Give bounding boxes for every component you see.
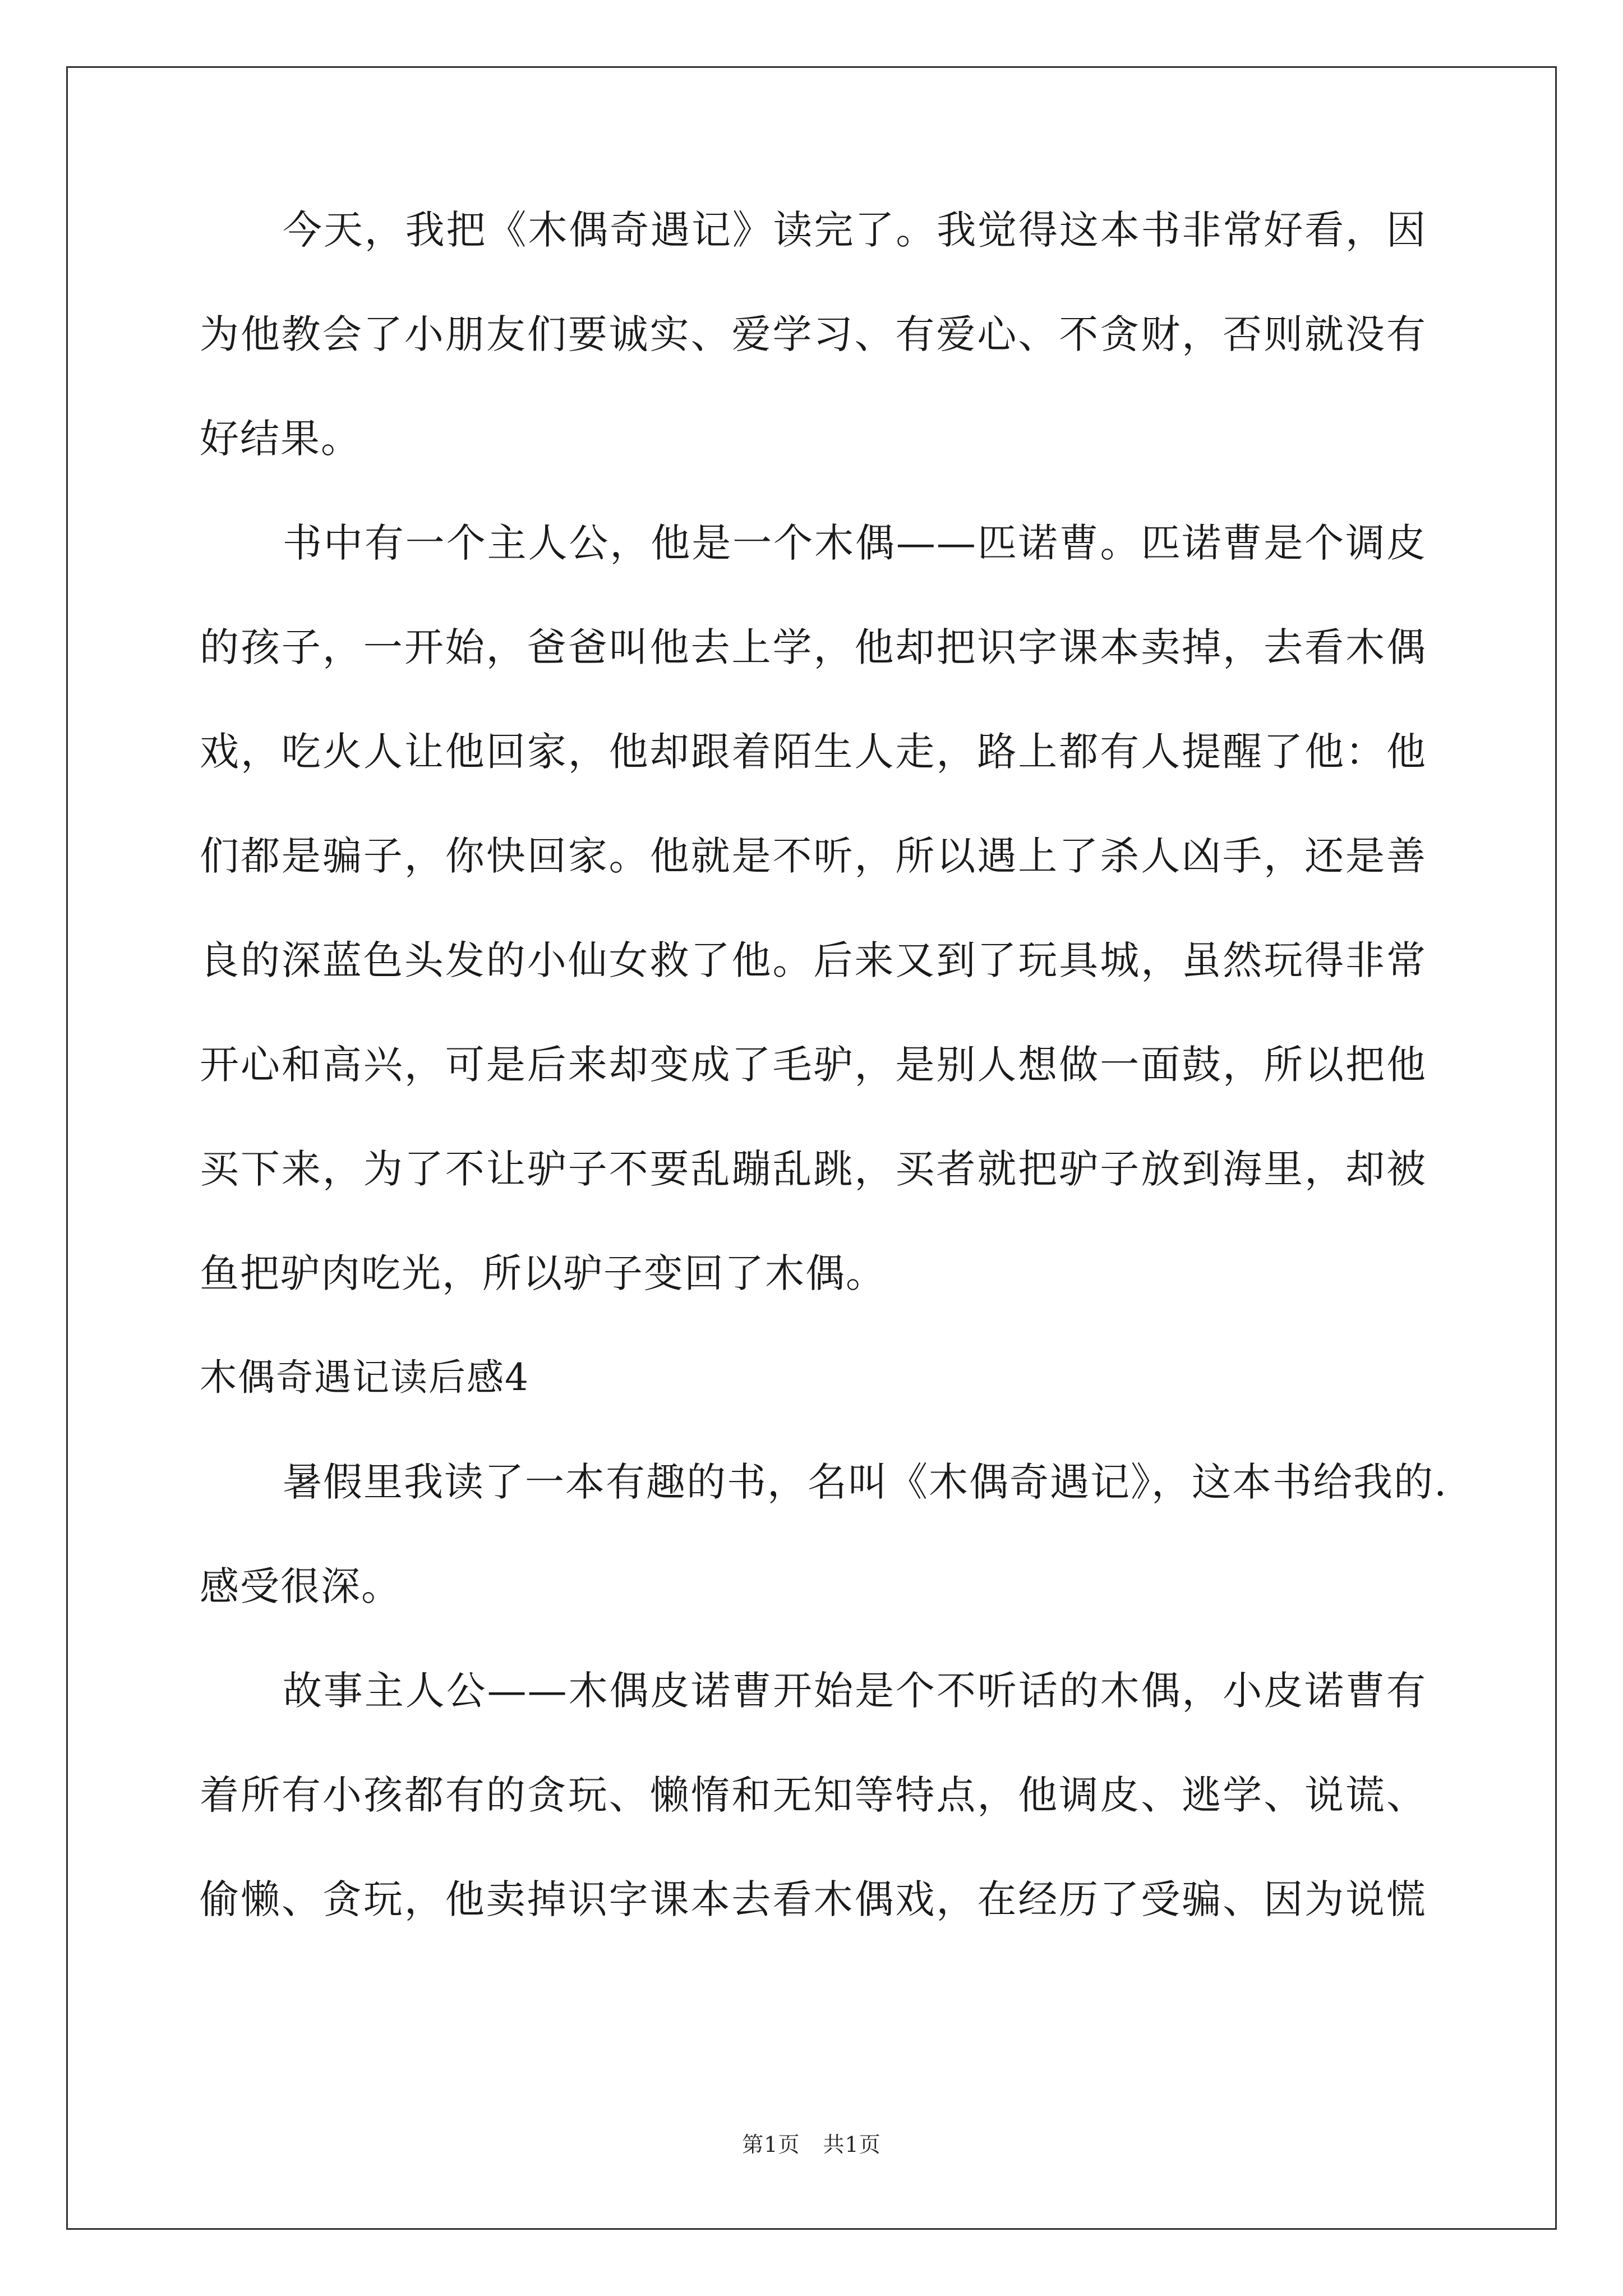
paragraph-2-line-7: 买下来，为了不让驴子不要乱蹦乱跳，买者就把驴子放到海里，却被 — [200, 1146, 1427, 1192]
paragraph-2-line-1: 书中有一个主人公，他是一个木偶——匹诺曹。匹诺曹是个调皮 — [283, 520, 1427, 566]
paragraph-2-line-5: 良的深蓝色头发的小仙女救了他。后来又到了玩具城，虽然玩得非常 — [200, 937, 1427, 983]
paragraph-1-line-3: 好结果。 — [200, 416, 361, 462]
document-body — [200, 207, 1448, 1922]
paragraph-2-line-3: 戏，吃火人让他回家，他却跟着陌生人走，路上都有人提醒了他：他 — [200, 729, 1427, 775]
paragraph-2-line-4: 们都是骗子，你快回家。他就是不听，所以遇上了杀人凶手，还是善 — [200, 833, 1427, 879]
paragraph-3-line-1: 暑假里我读了一本有趣的书，名叫《木偶奇遇记》，这本书给我的. — [283, 1459, 1448, 1505]
page-number: 第1页 — [742, 2132, 800, 2157]
paragraph-4-line-3: 偷懒、贪玩，他卖掉识字课本去看木偶戏，在经历了受骗、因为说慌 — [200, 1876, 1427, 1922]
page-total: 共1页 — [823, 2132, 881, 2157]
paragraph-1-line-2: 为他教会了小朋友们要诚实、爱学习、有爱心、不贪财，否则就没有 — [200, 311, 1427, 357]
paragraph-2-line-6: 开心和高兴，可是后来却变成了毛驴，是别人想做一面鼓，所以把他 — [200, 1042, 1427, 1088]
paragraph-4-line-2: 着所有小孩都有的贪玩、懒惰和无知等特点，他调皮、逃学、说谎、 — [200, 1772, 1427, 1818]
section-heading: 木偶奇遇记读后感4 — [200, 1356, 529, 1399]
paragraph-2-line-2: 的孩子，一开始，爸爸叫他去上学，他却把识字课本卖掉，去看木偶 — [200, 624, 1427, 670]
paragraph-4-line-1: 故事主人公——木偶皮诺曹开始是个不听话的木偶，小皮诺曹有 — [283, 1668, 1427, 1714]
page-footer — [0, 2127, 1623, 2158]
paragraph-3-line-2: 感受很深。 — [200, 1563, 402, 1609]
paragraph-1-line-1: 今天，我把《木偶奇遇记》读完了。我觉得这本书非常好看，因 — [283, 207, 1427, 253]
paragraph-2-line-8: 鱼把驴肉吃光，所以驴子变回了木偶。 — [200, 1250, 886, 1296]
